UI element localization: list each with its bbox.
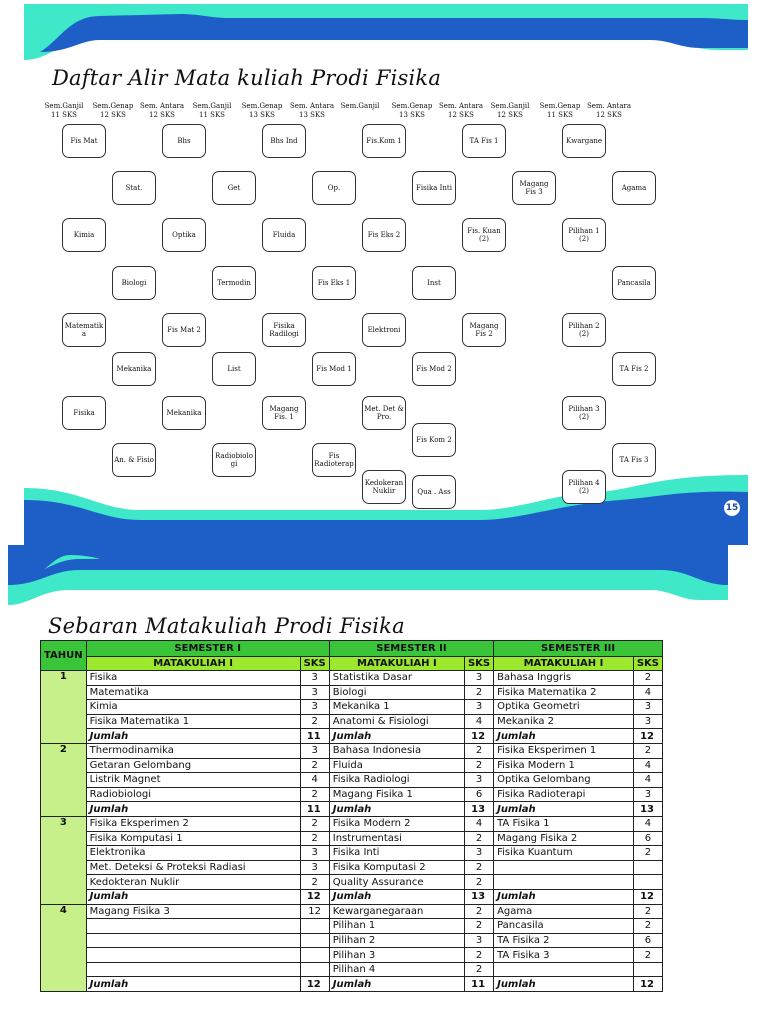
course-box: Biologi (112, 266, 156, 300)
total-row (41, 729, 663, 744)
sks-cell: 2 (300, 875, 329, 890)
course-cell: TA Fisika 1 (494, 816, 634, 831)
semester-name: Sem.Genap (391, 102, 433, 110)
course-box: Stat. (112, 171, 156, 205)
course-cell: Matematika (86, 685, 300, 700)
course-box: Fis Kom 2 (412, 423, 456, 457)
table-row (41, 933, 663, 948)
course-box: Elektroni (362, 313, 406, 347)
course-cell: Pilihan 1 (329, 919, 464, 934)
sks-cell: 3 (633, 714, 662, 729)
table-row (41, 831, 663, 846)
sks-cell (300, 919, 329, 934)
course-cell: Pancasila (494, 919, 634, 934)
sks-cell: 2 (300, 714, 329, 729)
table-row (41, 671, 663, 686)
sks-cell: 2 (464, 758, 493, 773)
sks-cell: 2 (464, 860, 493, 875)
sks-cell: 4 (633, 685, 662, 700)
sks-cell: 2 (464, 685, 493, 700)
year-cell: 3 (41, 816, 87, 904)
course-cell: Fisika Kuantum (494, 846, 634, 861)
sks-cell: 2 (464, 831, 493, 846)
course-cell: Getaran Gelombang (86, 758, 300, 773)
table-row (41, 773, 663, 788)
table-row (41, 700, 663, 715)
table-row (41, 904, 663, 919)
header-matakuliah: MATAKULIAH I (494, 657, 634, 671)
course-cell (86, 933, 300, 948)
course-cell: Biologi (329, 685, 464, 700)
sks-cell: 2 (464, 948, 493, 963)
semester-header (535, 102, 585, 120)
total-sks-cell: 12 (464, 729, 493, 744)
semester-name: Sem.Genap (539, 102, 581, 110)
sks-cell: 2 (633, 846, 662, 861)
sks-cell: 3 (464, 773, 493, 788)
course-box: Kedokeran Nuklir (362, 470, 406, 504)
table-row (41, 846, 663, 861)
course-cell: Elektronika (86, 846, 300, 861)
course-box: Fisika (62, 396, 106, 430)
course-cell: Pilihan 4 (329, 962, 464, 977)
total-sks-cell: 12 (633, 889, 662, 904)
course-cell: Thermodinamika (86, 743, 300, 758)
sks-cell: 6 (633, 831, 662, 846)
total-sks-cell: 13 (464, 802, 493, 817)
course-box: Magang Fis 3 (512, 171, 556, 205)
sks-cell: 12 (300, 904, 329, 919)
total-row (41, 802, 663, 817)
sks-cell: 3 (633, 787, 662, 802)
year-cell: 4 (41, 904, 87, 992)
total-sks-cell: 13 (464, 889, 493, 904)
sks-cell (633, 962, 662, 977)
total-sks-cell: 13 (633, 802, 662, 817)
course-box: Fis Mat 2 (162, 313, 206, 347)
course-table (40, 640, 663, 992)
header-sks: SKS (300, 657, 329, 671)
semester-header (387, 102, 437, 120)
sks-cell: 2 (300, 758, 329, 773)
course-box: Fis Eks 2 (362, 218, 406, 252)
sks-cell: 3 (300, 671, 329, 686)
course-box: Pilihan 4 (2) (562, 470, 606, 504)
course-cell: Met. Deteksi & Proteksi Radiasi (86, 860, 300, 875)
course-box: Fis Eks 1 (312, 266, 356, 300)
table-row (41, 787, 663, 802)
semester-sks: 12 SKS (149, 111, 175, 119)
course-box: Pilihan 3 (2) (562, 396, 606, 430)
table-row (41, 919, 663, 934)
semester-header (335, 102, 385, 111)
course-cell: Fisika Modern 2 (329, 816, 464, 831)
sks-cell: 2 (464, 904, 493, 919)
total-label-cell: Jumlah (86, 889, 300, 904)
sks-cell: 4 (300, 773, 329, 788)
header-semester-3: SEMESTER III (494, 641, 663, 657)
course-box: Kwargane (562, 124, 606, 158)
semester-name: Sem. Antara (289, 102, 335, 110)
header-semester-1: SEMESTER I (86, 641, 329, 657)
total-label-cell: Jumlah (329, 729, 464, 744)
course-box: Mekanika (112, 352, 156, 386)
course-cell: Fisika Matematika 2 (494, 685, 634, 700)
sks-cell: 3 (300, 846, 329, 861)
course-cell: Kimia (86, 700, 300, 715)
header-matakuliah: MATAKULIAH I (329, 657, 464, 671)
course-box: Get (212, 171, 256, 205)
header-sks: SKS (464, 657, 493, 671)
sks-cell: 3 (464, 700, 493, 715)
total-label-cell: Jumlah (494, 729, 634, 744)
course-box: Kimia (62, 218, 106, 252)
course-cell: Optika Gelombang (494, 773, 634, 788)
sks-cell: 2 (300, 787, 329, 802)
course-cell: Magang Fisika 2 (494, 831, 634, 846)
course-cell: Listrik Magnet (86, 773, 300, 788)
course-box: Inst (412, 266, 456, 300)
course-box: Fis Mod 2 (412, 352, 456, 386)
course-cell: Fisika (86, 671, 300, 686)
course-box: Optika (162, 218, 206, 252)
course-cell: Fisika Modern 1 (494, 758, 634, 773)
flowchart-title: Daftar Alir Mata kuliah Prodi Fisika (52, 66, 442, 90)
semester-header (485, 102, 535, 120)
sks-cell: 3 (464, 671, 493, 686)
table-row (41, 758, 663, 773)
table-row (41, 714, 663, 729)
course-box: TA Fis 2 (612, 352, 656, 386)
total-label-cell: Jumlah (86, 729, 300, 744)
sks-cell: 2 (300, 816, 329, 831)
total-sks-cell: 12 (633, 977, 662, 992)
sks-cell: 4 (464, 816, 493, 831)
total-label-cell: Jumlah (494, 889, 634, 904)
course-box: Matematik a (62, 313, 106, 347)
course-cell: Magang Fisika 1 (329, 787, 464, 802)
total-row (41, 889, 663, 904)
course-cell: Pilihan 2 (329, 933, 464, 948)
course-box: Op. (312, 171, 356, 205)
course-cell: Fisika Radioterapi (494, 787, 634, 802)
table-row (41, 816, 663, 831)
total-label-cell: Jumlah (86, 802, 300, 817)
semester-header (584, 102, 634, 120)
course-box: Fis.Kom 1 (362, 124, 406, 158)
header-semester-2: SEMESTER II (329, 641, 493, 657)
total-label-cell: Jumlah (86, 977, 300, 992)
course-box: Fluida (262, 218, 306, 252)
semester-name: Sem.Genap (241, 102, 283, 110)
table-row (41, 948, 663, 963)
course-cell: Bahasa Inggris (494, 671, 634, 686)
course-box: Fis Radioterap (312, 443, 356, 477)
semester-header (436, 102, 486, 120)
sks-cell: 2 (633, 948, 662, 963)
sks-cell: 3 (300, 743, 329, 758)
sks-cell (300, 962, 329, 977)
course-cell: Agama (494, 904, 634, 919)
semester-name: Sem. Antara (586, 102, 632, 110)
sks-cell: 2 (464, 962, 493, 977)
sks-cell: 2 (633, 743, 662, 758)
table-title: Sebaran Matakuliah Prodi Fisika (48, 614, 405, 638)
course-box: Pancasila (612, 266, 656, 300)
course-cell: Statistika Dasar (329, 671, 464, 686)
semester-name: Sem.Ganjil (340, 102, 380, 110)
course-cell: Kedokteran Nuklir (86, 875, 300, 890)
course-cell: Quality Assurance (329, 875, 464, 890)
table-row (41, 875, 663, 890)
sks-cell: 2 (633, 671, 662, 686)
course-box: Agama (612, 171, 656, 205)
semester-name: Sem. Antara (438, 102, 484, 110)
course-cell: Magang Fisika 3 (86, 904, 300, 919)
course-cell: Kewarganegaraan (329, 904, 464, 919)
sks-cell: 4 (633, 758, 662, 773)
course-box: Met. Det & Pro. (362, 396, 406, 430)
course-cell: Fisika Eksperimen 1 (494, 743, 634, 758)
sks-cell: 3 (633, 700, 662, 715)
course-box: Qua . Ass (412, 475, 456, 509)
sks-cell: 3 (300, 685, 329, 700)
course-cell: Fisika Komputasi 1 (86, 831, 300, 846)
course-cell: Fluida (329, 758, 464, 773)
course-box: TA Fis 1 (462, 124, 506, 158)
course-cell: Radiobiologi (86, 787, 300, 802)
sks-cell: 2 (464, 875, 493, 890)
semester-sks: 12 SKS (596, 111, 622, 119)
semester-name: Sem.Genap (92, 102, 134, 110)
semester-header (237, 102, 287, 120)
course-cell: Fisika Radiologi (329, 773, 464, 788)
course-box: An. & Fisio (112, 443, 156, 477)
page-number: 15 (724, 500, 740, 516)
course-box: Magang Fis. 1 (262, 396, 306, 430)
table-row (41, 685, 663, 700)
course-cell: Fisika Matematika 1 (86, 714, 300, 729)
course-cell (86, 948, 300, 963)
course-box: Fis. Kuan (2) (462, 218, 506, 252)
course-cell: Mekanika 2 (494, 714, 634, 729)
semester-sks: 13 SKS (399, 111, 425, 119)
course-cell: Optika Geometri (494, 700, 634, 715)
semester-header (88, 102, 138, 120)
sks-cell: 2 (464, 919, 493, 934)
semester-name: Sem.Ganjil (44, 102, 84, 110)
course-cell: Anatomi & Fisiologi (329, 714, 464, 729)
table-row (41, 860, 663, 875)
course-cell: Fisika Eksperimen 2 (86, 816, 300, 831)
semester-header (287, 102, 337, 120)
course-box: Fisika Radilogi (262, 313, 306, 347)
semester-sks: 11 SKS (547, 111, 573, 119)
course-box: Fis Mod 1 (312, 352, 356, 386)
sks-cell: 3 (300, 860, 329, 875)
total-row (41, 977, 663, 992)
semester-sks: 11 SKS (199, 111, 225, 119)
course-cell: Mekanika 1 (329, 700, 464, 715)
semester-sks: 13 SKS (299, 111, 325, 119)
sks-cell: 2 (464, 743, 493, 758)
course-cell: TA Fisika 3 (494, 948, 634, 963)
course-box: Pilihan 1 (2) (562, 218, 606, 252)
table-row (41, 962, 663, 977)
sks-cell: 3 (464, 846, 493, 861)
total-sks-cell: 11 (300, 729, 329, 744)
semester-name: Sem.Ganjil (490, 102, 530, 110)
sks-cell: 3 (464, 933, 493, 948)
sks-cell: 4 (633, 773, 662, 788)
total-label-cell: Jumlah (329, 802, 464, 817)
course-cell: Pilihan 3 (329, 948, 464, 963)
sks-cell: 6 (464, 787, 493, 802)
sks-cell: 4 (633, 816, 662, 831)
year-cell: 1 (41, 671, 87, 744)
sks-cell: 4 (464, 714, 493, 729)
course-cell: Bahasa Indonesia (329, 743, 464, 758)
course-cell: Fisika Komputasi 2 (329, 860, 464, 875)
table-page (0, 545, 768, 1024)
course-box: List (212, 352, 256, 386)
sks-cell (633, 860, 662, 875)
year-cell: 2 (41, 743, 87, 816)
semester-name: Sem. Antara (139, 102, 185, 110)
total-label-cell: Jumlah (494, 802, 634, 817)
course-cell: TA Fisika 2 (494, 933, 634, 948)
total-sks-cell: 12 (300, 977, 329, 992)
semester-sks: 11 SKS (51, 111, 77, 119)
course-cell (86, 919, 300, 934)
total-sks-cell: 12 (633, 729, 662, 744)
course-box: Termodin (212, 266, 256, 300)
semester-sks: 13 SKS (249, 111, 275, 119)
semester-name: Sem.Ganjil (192, 102, 232, 110)
course-box: Fisika Inti (412, 171, 456, 205)
header-tahun: TAHUN (41, 641, 87, 671)
sks-cell: 2 (633, 904, 662, 919)
semester-header (39, 102, 89, 120)
course-cell (494, 875, 634, 890)
course-box: Mekanika (162, 396, 206, 430)
course-cell: Fisika Inti (329, 846, 464, 861)
total-label-cell: Jumlah (494, 977, 634, 992)
sks-cell: 2 (633, 919, 662, 934)
course-box: Magang Fis 2 (462, 313, 506, 347)
course-cell (86, 962, 300, 977)
semester-header (187, 102, 237, 120)
table-row (41, 743, 663, 758)
semester-sks: 12 SKS (448, 111, 474, 119)
course-cell (494, 962, 634, 977)
course-box: Radiobiolo gi (212, 443, 256, 477)
sks-cell (633, 875, 662, 890)
total-label-cell: Jumlah (329, 977, 464, 992)
course-box: Fis Mat (62, 124, 106, 158)
header-sks: SKS (633, 657, 662, 671)
total-sks-cell: 12 (300, 889, 329, 904)
semester-header (137, 102, 187, 120)
total-sks-cell: 11 (464, 977, 493, 992)
course-box: Bhs (162, 124, 206, 158)
course-cell: Instrumentasi (329, 831, 464, 846)
course-box: Pilihan 2 (2) (562, 313, 606, 347)
course-box: TA Fis 3 (612, 443, 656, 477)
total-label-cell: Jumlah (329, 889, 464, 904)
sks-cell: 3 (300, 700, 329, 715)
course-cell (494, 860, 634, 875)
semester-sks: 12 SKS (100, 111, 126, 119)
sks-cell (300, 933, 329, 948)
sks-cell: 6 (633, 933, 662, 948)
total-sks-cell: 11 (300, 802, 329, 817)
semester-sks: 12 SKS (497, 111, 523, 119)
course-box: Bhs Ind (262, 124, 306, 158)
sks-cell: 2 (300, 831, 329, 846)
sks-cell (300, 948, 329, 963)
header-matakuliah: MATAKULIAH I (86, 657, 300, 671)
